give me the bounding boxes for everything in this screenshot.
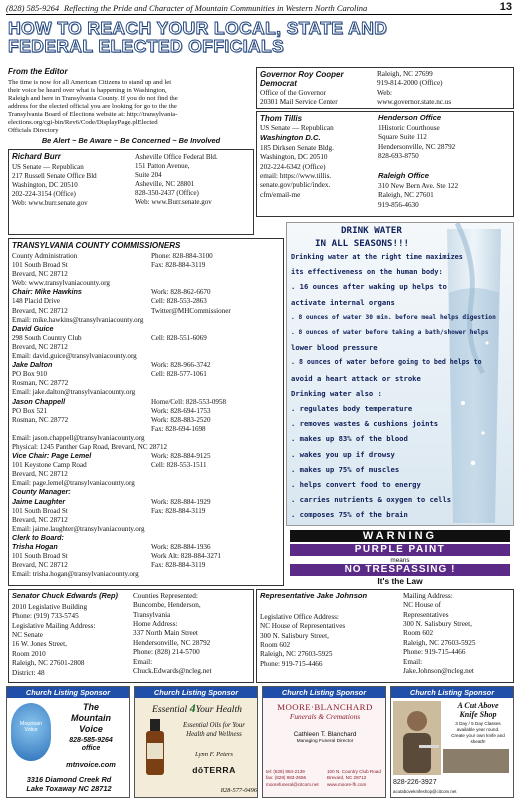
burr-line: 202-224-3154 (Office)	[12, 190, 76, 199]
commissioner-row-label: Email: trisha.hogan@transylvaniacounty.org	[12, 570, 139, 579]
commissioner-row-contact: Fax: 828-884-3119	[151, 506, 206, 515]
water-tip-line: Drinking water also :	[291, 388, 382, 398]
tillis-card	[256, 111, 514, 217]
mb-role: Managing Funeral Director	[296, 739, 354, 744]
commissioner-row	[12, 252, 282, 261]
burr-line: Washington, DC 20510	[12, 181, 78, 190]
knife-line-3: Create your own knife and	[451, 733, 505, 738]
commissioner-row-label: Email: david.guice@transylvaniacounty.org	[12, 352, 137, 361]
commissioner-row-label: County Manager:	[12, 487, 71, 497]
mv-phone: 828-585-9264	[69, 737, 113, 744]
editor-body	[8, 79, 254, 134]
commissioner-row-label: Web: www.transylvaniacounty.org	[12, 279, 110, 288]
burr-line: 217 Russell Senate Office Bld	[12, 172, 97, 181]
water-tip-line: lower blood pressure	[291, 343, 378, 353]
governor-line: 919-814-2000 (Office)	[377, 79, 443, 88]
sponsor-essential-4-your-health[interactable]	[134, 686, 258, 798]
page-title-line-1: HOW TO REACH YOUR LOCAL, STATE AND	[8, 18, 388, 38]
edwards-line: Room 2010	[12, 649, 46, 658]
tillis-raleigh-heading: Raleigh Office	[378, 171, 429, 180]
sponsor-knife-shop[interactable]	[390, 686, 514, 798]
commissioner-row	[12, 379, 282, 388]
water-tip-line: . regulates body temperature	[291, 404, 413, 413]
tillis-line: senate.gov/public/index.	[260, 181, 331, 190]
commissioner-row	[12, 325, 282, 334]
tillis-line: 202-224-6342 (Office)	[260, 162, 326, 171]
mb-address-1: 100 N. Country Club Road	[327, 769, 381, 774]
commissioner-row-contact: Fax: 828-884-3119	[151, 561, 206, 570]
burr-line: Asheville Office Federal Bld.	[135, 153, 218, 161]
johnson-line: Room 602	[260, 641, 291, 650]
knife-line-4: sheath!	[470, 739, 486, 744]
commissioner-row	[12, 507, 282, 516]
commissioner-row-contact: Fax: 828-884-3119	[151, 261, 206, 270]
commissioner-row	[12, 461, 282, 470]
johnson-line: 300 N. Salisbury Street,	[403, 620, 472, 629]
johnson-line: Room 602	[403, 629, 434, 638]
knife-line-2: available year round.	[456, 727, 500, 732]
sponsor-mountain-voice[interactable]	[6, 686, 130, 798]
knife-line-1: 3 Day / 5 Day Classes	[455, 721, 501, 726]
johnson-card	[256, 589, 514, 683]
commissioner-row-contact: Twitter@MHCommissioner	[151, 306, 231, 315]
edwards-line: Buncombe, Henderson,	[133, 601, 201, 610]
commissioner-row	[12, 434, 282, 443]
commissioner-row-label: Physical: 1245 Panther Gap Road, Brevard, NC 28712	[12, 442, 168, 451]
johnson-mailing-address	[403, 592, 475, 676]
commissioner-row-contact: Work Alt: 828-884-3271	[151, 552, 221, 561]
water-tip-line: . composes 75% of the brain	[291, 510, 408, 520]
edwards-line: Counties Represented:	[133, 592, 198, 600]
commissioner-row-label: 148 Placid Drive	[12, 297, 61, 306]
mb-address-2: Brevard, NC 28712	[327, 775, 367, 781]
commissioner-row-label: Jake Dalton	[12, 360, 53, 370]
commissioner-row-label: Vice Chair: Page Lemel	[12, 451, 92, 461]
johnson-line: Mailing Address:	[403, 592, 453, 600]
johnson-line: Representatives	[403, 610, 449, 619]
commissioner-row	[12, 516, 282, 525]
mountain-voice-logo: Mountain Voice	[11, 703, 51, 761]
doterra-logo: dōTERRA	[192, 765, 236, 775]
edwards-line: Transylvania	[133, 610, 171, 619]
commissioners-heading: TRANSYLVANIA COUNTY COMMISSIONERS	[12, 241, 181, 250]
mv-website[interactable]: mtnvoice.com	[66, 760, 116, 769]
tillis-party: US Senate — Republican	[260, 124, 334, 132]
edwards-line: 337 North Main Street	[133, 629, 198, 638]
commissioner-row-label: Brevard, NC 28712	[12, 342, 68, 351]
water-tip-line: its effectiveness on the human body:	[291, 268, 443, 277]
commissioner-row-label: Brevard, NC 28712	[12, 515, 68, 524]
sponsor-heading: Church Listing Sponsor	[391, 687, 513, 698]
editor-heading: From the Editor	[8, 67, 68, 76]
tillis-line: Washington, DC 20510	[260, 153, 328, 162]
knife-title-2: Knife Shop	[459, 710, 497, 719]
commissioner-row	[12, 470, 282, 479]
mb-name: MOORE·BLANCHARD	[277, 702, 373, 712]
water-heading: DRINK WATER	[341, 225, 402, 236]
tillis-hendersonville-heading: Henderson Office	[378, 113, 442, 122]
its-the-law-label: It's the Law	[377, 576, 423, 586]
oil-bottle-image	[143, 719, 167, 777]
commissioner-row-label: 101 Keystone Camp Road	[12, 461, 87, 470]
governor-line: www.governor.state.nc.us	[377, 98, 452, 107]
commissioner-row-label: Rosman, NC 28772	[12, 379, 69, 388]
water-tip-line: Drinking water at the right time maximizes	[291, 253, 463, 261]
commissioner-row-contact: Phone: 828-884-3100	[151, 252, 213, 260]
commissioner-row-label: 298 South Country Club	[12, 333, 82, 342]
drink-water-poster	[286, 222, 514, 526]
editor-line: The time is now for all American Citizens to stand up and let	[8, 79, 172, 87]
sponsor-heading: Church Listing Sponsor	[263, 687, 385, 698]
commissioner-row	[12, 407, 282, 416]
tillis-line: 1Historic Courthouse	[378, 124, 440, 132]
water-tip-line: avoid a heart attack or stroke	[291, 373, 421, 383]
commissioner-row	[12, 361, 282, 370]
edwards-legislative-office	[12, 603, 95, 678]
knife-photo-strip	[443, 749, 509, 773]
mv-address-1: 3316 Diamond Creek Rd	[26, 775, 112, 784]
burr-dc-office	[12, 163, 97, 208]
commissioner-row-contact: Work: 828-884-1929	[151, 497, 211, 506]
commissioner-row-contact: Work: 828-966-3742	[151, 361, 211, 370]
editor-line: Officials Directory	[8, 126, 59, 134]
commissioner-row-contact: Work: 828-883-2520	[151, 415, 211, 424]
eoh-desc-2: Health and Wellness	[186, 731, 242, 738]
mv-name-2: Voice	[79, 724, 103, 734]
commissioner-row-contact: Fax: 828-694-1698	[151, 424, 206, 433]
johnson-legislative-office	[260, 613, 345, 669]
edwards-card	[8, 589, 254, 683]
tillis-dc-office	[260, 144, 334, 200]
commissioner-row-label: PO Box 910	[12, 370, 48, 379]
commissioner-row-contact: Work: 828-884-9125	[151, 452, 211, 461]
burr-line: Asheville, NC 28801	[135, 180, 195, 189]
governor-card	[256, 67, 514, 109]
mv-the: The	[82, 702, 99, 712]
water-tip-line: . makes up 83% of the blood	[291, 434, 408, 444]
commissioners-list	[12, 252, 282, 579]
edwards-line: 2010 Legislative Building	[12, 603, 88, 611]
knife-phone: 828-226-3927	[393, 779, 437, 786]
commissioner-row	[12, 425, 282, 434]
water-tip-line: activate internal organs	[291, 297, 395, 307]
knife-maker-photo	[393, 701, 441, 775]
commissioner-row	[12, 343, 282, 352]
governor-party: Democrat	[260, 79, 297, 88]
burr-line: Web: www.Burr.senate.gov	[135, 198, 212, 207]
edwards-line: District: 48	[12, 668, 45, 677]
commissioner-row	[12, 398, 282, 407]
water-tip-line: . 8 ounces of water 30 min. before meal helps digestion	[291, 313, 496, 321]
mb-tel: tel: (828) 884-2139	[266, 769, 305, 774]
commissioner-row-contact: Work: 828-884-1936	[151, 543, 211, 551]
commissioner-row	[12, 370, 282, 379]
header-phone: (828) 585-9264	[6, 3, 60, 13]
commissioner-row	[12, 416, 282, 425]
commissioner-row-label: County Administration	[12, 252, 78, 260]
burr-line: 828-350-2437 (Office)	[135, 189, 199, 198]
commissioner-row	[12, 452, 282, 461]
governor-line: 20301 Mail Service Center	[260, 98, 338, 107]
mb-website[interactable]: www.moore-fh.com	[327, 781, 367, 787]
eoh-title: Essential 4Your Health	[152, 701, 242, 715]
commissioner-row-label: Jaime Laughter	[12, 496, 66, 506]
tillis-line: Raleigh, NC 27601	[378, 191, 434, 200]
commissioner-row-label: Trisha Hogan	[12, 542, 58, 551]
edwards-line: Legislative Mailing Address:	[12, 621, 96, 630]
commissioner-row-label: 101 South Broad St	[12, 552, 68, 561]
knife-email[interactable]: acutaboveknifeshop@citcom.net	[393, 789, 457, 794]
edwards-line: Hendersonville, NC 28792	[133, 638, 211, 647]
commissioner-row-label: 101 South Broad St	[12, 261, 68, 270]
commissioner-row-label: 101 South Broad St	[12, 506, 68, 515]
mv-address-2: Lake Toxaway NC 28712	[26, 784, 112, 793]
water-tip-line: . 16 ounces after waking up helps to	[291, 282, 447, 292]
johnson-line: Legislative Office Address:	[260, 613, 339, 621]
johnson-line: Phone: 919-715-4466	[260, 659, 323, 668]
eoh-desc-1: Essential Oils for Your	[183, 722, 245, 729]
means-label: means	[390, 557, 410, 564]
edwards-line: Chuck.Edwards@ncleg.net	[133, 666, 212, 675]
sponsor-moore-blanchard[interactable]	[262, 686, 386, 798]
commissioner-row-label: Email: jake.dalton@transylvaniacounty.org	[12, 388, 136, 397]
burr-asheville-office	[135, 153, 218, 208]
tillis-line: 185 Dirksen Senate Bldg.	[260, 144, 334, 152]
commissioner-row	[12, 552, 282, 561]
burr-line: Web: www.burr.senate.gov	[12, 199, 88, 208]
commissioner-row	[12, 288, 282, 297]
commissioner-row	[12, 270, 282, 279]
johnson-line: NC House of Representatives	[260, 622, 346, 631]
commissioner-row-label: Brevard, NC 28712	[12, 270, 68, 279]
johnson-line: Raleigh, NC 27603-5925	[260, 650, 333, 659]
commissioner-row-label: Brevard, NC 28712	[12, 470, 68, 479]
editor-line: Raleigh and here in Transylvania County. If you do not find the	[8, 95, 178, 103]
johnson-line: 300 N. Salisbury Street,	[260, 631, 329, 640]
commissioner-row-contact: Cell: 828-551-6069	[151, 333, 207, 342]
governor-office	[260, 89, 338, 108]
johnson-line: Jake.Johnson@ncleg.net	[403, 666, 474, 675]
purple-paint-label: PURPLE PAINT	[290, 544, 510, 556]
commissioner-row-contact: Cell: 828-577-1061	[151, 370, 207, 379]
governor-line: Raleigh, NC 27699	[377, 70, 433, 78]
governor-name: Governor Roy Cooper	[260, 70, 344, 79]
tillis-dc-heading: Washington D.C.	[260, 133, 321, 142]
sponsor-heading: Church Listing Sponsor	[7, 687, 129, 698]
johnson-name: Representative Jake Johnson	[260, 591, 368, 600]
commissioner-row-label: Email: page.lemel@transylvaniacounty.org	[12, 479, 135, 488]
edwards-home-office	[133, 592, 211, 676]
editor-line: elections.org/cgi-bin/Rev6/Code/DisplayPage.plElected	[8, 118, 158, 126]
governor-line: Office of the Governor	[260, 89, 326, 97]
burr-card	[8, 149, 254, 235]
commissioner-row-contact: Home/Cell: 828-553-0958	[151, 397, 227, 406]
governor-line: Web:	[377, 88, 392, 97]
eoh-phone: 828-577-0496	[220, 787, 257, 794]
commissioner-row	[12, 334, 282, 343]
commissioner-row	[12, 307, 282, 316]
burr-line: 151 Patton Avenue,	[135, 162, 190, 171]
johnson-line: Phone: 919-715-4466	[403, 648, 466, 657]
johnson-line: Email:	[403, 657, 423, 666]
water-tip-line: . wakes you up if drowsy	[291, 449, 395, 459]
tillis-line: Square Suite 112	[378, 133, 427, 142]
tillis-name: Thom Tillis	[260, 114, 303, 123]
burr-line: US Senate — Republican	[12, 163, 84, 171]
page-number: 13	[499, 1, 512, 13]
tillis-raleigh-office	[378, 182, 458, 210]
johnson-line: Raleigh, NC 27603-5925	[403, 638, 476, 647]
commissioner-row-label: Email: jason.chappell@transylvaniacounty.org	[12, 433, 145, 442]
editor-line: Transylvania Board of Elections website at: http://transylvania-	[8, 111, 178, 119]
commissioner-row-label: Email: jaime.laughter@transylvaniacounty.org	[12, 524, 145, 533]
edwards-line: Home Address:	[133, 620, 178, 629]
edwards-line: Email:	[133, 657, 153, 666]
commissioner-row-label: David Guice	[12, 323, 54, 333]
edwards-line: Raleigh, NC 27601-2808	[12, 659, 85, 668]
sponsor-heading: Church Listing Sponsor	[135, 687, 257, 698]
commissioner-row	[12, 297, 282, 306]
water-heading: IN ALL SEASONS!!!	[315, 238, 410, 249]
johnson-line: NC House of	[403, 601, 441, 610]
commissioner-row-label: Rosman, NC 28772	[12, 415, 69, 424]
edwards-line: NC Senate	[12, 631, 43, 640]
water-tip-line: . 8 ounces of water before taking a bath/shower helps	[291, 329, 489, 336]
mb-subtitle: Funerals & Cremations	[289, 712, 361, 721]
page-title-line-2: FEDERAL ELECTED OFFICIALS	[8, 36, 285, 56]
commissioner-row-contact: Work: 828-862-6670	[151, 288, 211, 297]
commissioner-row-label: Email: mike.hawkins@transylvaniacounty.org	[12, 315, 144, 324]
editor-note	[8, 67, 254, 146]
knife-title-1: A Cut Above	[457, 701, 499, 710]
commissioner-row	[12, 261, 282, 270]
mv-office: office	[81, 745, 101, 752]
governor-contact	[377, 70, 451, 107]
commissioners-card	[8, 238, 284, 586]
warning-banner: WARNING	[290, 530, 510, 542]
editor-motto: Be Alert ~ Be Aware ~ Be Concerned ~ Be Involved	[41, 135, 221, 145]
editor-line: their voice be heard over what is happening in Washington,	[8, 87, 167, 95]
commissioner-row	[12, 570, 282, 579]
mb-person: Cathleen T. Blanchard	[293, 731, 357, 738]
commissioner-row-label: Chair: Mike Hawkins	[12, 287, 82, 297]
mb-fax: fax: (828) 883-2656	[266, 775, 307, 781]
no-trespassing-label: NO TRESPASSING !	[290, 564, 510, 576]
water-tip-line: . carries nutrients & oxygen to cells	[291, 495, 452, 505]
commissioner-row	[12, 498, 282, 507]
mb-email[interactable]: moorefuneral@citcom.net	[266, 781, 319, 787]
edwards-line: 16 W. Jones Street,	[12, 640, 67, 649]
edwards-line: Phone: (919) 733-5745	[12, 612, 79, 621]
commissioner-row	[12, 561, 282, 570]
water-tip-line: . 8 ounces of water before going to bed helps to	[291, 358, 482, 367]
water-tip-line: . removes wastes & cushions joints	[291, 419, 439, 429]
edwards-name: Senator Chuck Edwards (Rep)	[12, 591, 118, 600]
edwards-line: Phone: (828) 214-5700	[133, 648, 200, 657]
water-tip-line: . makes up 75% of muscles	[291, 464, 400, 474]
editor-line: address for the elected official you are looking for go to the the	[8, 103, 177, 111]
tillis-hendersonville-office	[378, 124, 455, 161]
commissioner-row	[12, 543, 282, 552]
tillis-line: cfm/email-me	[260, 190, 301, 199]
water-tip-line: . helps convert food to energy	[291, 480, 421, 489]
commissioner-row	[12, 352, 282, 361]
tillis-line: 828-693-8750	[378, 152, 419, 161]
tillis-line: email: https://www.tillis.	[260, 172, 332, 181]
eoh-person: Lynn F. Peters	[195, 751, 233, 758]
commissioner-row-label: Jason Chappell	[12, 396, 66, 406]
commissioner-row-label: Brevard, NC 28712	[12, 561, 68, 570]
tillis-line: 919-856-4630	[378, 200, 419, 209]
page-header	[6, 2, 512, 15]
burr-name: Richard Burr	[12, 152, 61, 161]
commissioner-row-contact: Cell: 828-553-2863	[151, 297, 207, 306]
mv-name-1: Mountain	[71, 713, 111, 723]
commissioner-row-label: Brevard, NC 28712	[12, 306, 68, 315]
purple-paint-warning	[286, 528, 514, 588]
tillis-line: Hendersonville, NC 28792	[378, 142, 456, 151]
burr-line: Suite 204	[135, 171, 162, 180]
commissioner-row-label: Clerk to Board:	[12, 532, 64, 542]
header-tagline: Reflecting the Pride and Character of Mountain Communities in Western North Carolina	[64, 3, 368, 13]
commissioner-row-label: PO Box 521	[12, 406, 48, 415]
commissioner-row-contact: Work: 828-694-1753	[151, 406, 211, 415]
tillis-line: 310 New Bern Ave. Ste 122	[378, 182, 459, 190]
commissioner-row-contact: Cell: 828-553-1511	[151, 461, 207, 470]
